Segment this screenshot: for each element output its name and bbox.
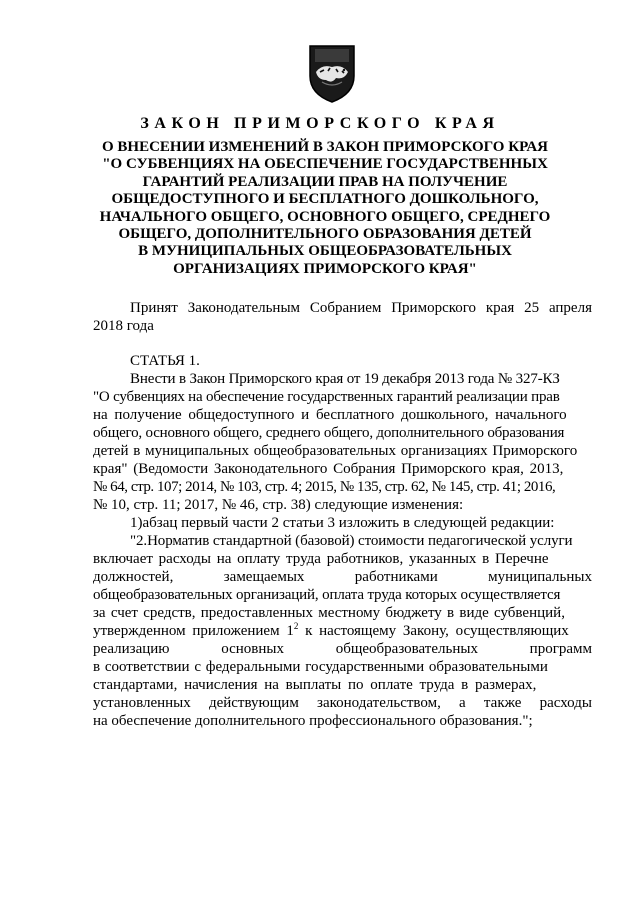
word: Приморского [391,300,477,316]
article-text-line: детей в муниципальных общеобразовательных организациях Приморского [93,443,578,459]
quote-line [93,569,592,585]
word: 25 [524,300,540,316]
word: Собранием [309,300,382,316]
quote-line [93,641,592,657]
word: действующим [208,695,299,711]
word: также [483,695,522,711]
quote-line: общеобразовательных организаций, оплата труда которых осуществляется [93,587,561,603]
article-text-line: края" (Ведомости Законодательного Собрания Приморского края, 2013, [93,461,564,477]
article-text-line: на получение общедоступного и бесплатного дошкольного, начального [93,407,567,423]
word: должностей, [93,569,174,585]
word: общеобразовательных [335,641,478,657]
word: Принят [130,300,178,316]
article-text-line: № 10, стр. 11; 2017, № 46, стр. 38) следующие изменения: [93,497,464,513]
subtitle-line: "О СУБВЕНЦИЯХ НА ОБЕСПЕЧЕНИЕ ГОСУДАРСТВЕННЫХ [102,156,548,173]
adopted-date: 2018 года [93,318,154,334]
word: муниципальных [488,569,592,585]
subtitle-line: ОБЩЕДОСТУПНОГО И БЕСПЛАТНОГО ДОШКОЛЬНОГО, [111,191,539,208]
word: Законодательным [187,300,301,316]
quote-line: на обеспечение дополнительного профессионального образования."; [93,713,533,729]
article-text-line: общего, основного общего, среднего общего, дополнительного образования [93,425,565,441]
quote-text: утвержденном приложением 1 [93,623,294,639]
superscript: 2 [293,621,299,631]
article-text-line: "О субвенциях на обеспечение государственных гарантий реализации прав [93,389,560,405]
subtitle-line: ГАРАНТИЙ РЕАЛИЗАЦИИ ПРАВ НА ПОЛУЧЕНИЕ [142,173,508,190]
word: края [485,300,515,316]
quote-line [93,623,569,639]
word: а [459,695,466,711]
quote-text: к настоящему Закону, осуществляющих [298,623,569,639]
quote-line: за счет средств, предоставленных местному бюджету в виде субвенций, [93,605,565,621]
subtitle-line: ОРГАНИЗАЦИЯХ ПРИМОРСКОГО КРАЯ" [173,260,477,277]
quote-line: в соответствии с федеральными государственными образовательными [93,659,548,675]
subtitle-line: ОБЩЕГО, ДОПОЛНИТЕЛЬНОГО ОБРАЗОВАНИЯ ДЕТЕЙ [118,226,532,243]
word: основных [221,641,284,657]
article-heading: СТАТЬЯ 1. [130,353,200,369]
primorsky-krai-coat-of-arms-icon [306,42,358,104]
amendment-item: 1)абзац первый части 2 статьи 3 изложить в следующей редакции: [130,515,555,531]
article-text-line: Внести в Закон Приморского края от 19 декабря 2013 года № 327-КЗ [130,371,560,387]
law-title: ЗАКОН ПРИМОРСКОГО КРАЯ [140,115,500,132]
word: программ [529,641,592,657]
word: установленных [93,695,191,711]
word: апреля [548,300,592,316]
word: расходы [539,695,592,711]
quote-line: включает расходы на оплату труда работников, указанных в Перечне [93,551,549,567]
adopted-line [130,300,592,316]
word: замещаемых [223,569,305,585]
quote-line [93,695,592,711]
law-subtitle [95,139,555,278]
word: реализацию [93,641,170,657]
word: работниками [354,569,438,585]
subtitle-line: В МУНИЦИПАЛЬНЫХ ОБЩЕОБРАЗОВАТЕЛЬНЫХ [138,243,512,260]
article-text-line: № 64, стр. 107; 2014, № 103, стр. 4; 2015, № 135, стр. 62, № 145, стр. 41; 2016, [93,479,556,495]
subtitle-line: НАЧАЛЬНОГО ОБЩЕГО, ОСНОВНОГО ОБЩЕГО, СРЕДНЕГО [99,208,551,225]
quote-line: "2.Норматив стандартной (базовой) стоимости педагогической услуги [130,533,573,549]
quote-line: стандартами, начисления на выплаты по оплате труда в размерах, [93,677,537,693]
subtitle-line: О ВНЕСЕНИИ ИЗМЕНЕНИЙ В ЗАКОН ПРИМОРСКОГО КРАЯ [102,139,548,155]
word: законодательством, [317,695,441,711]
